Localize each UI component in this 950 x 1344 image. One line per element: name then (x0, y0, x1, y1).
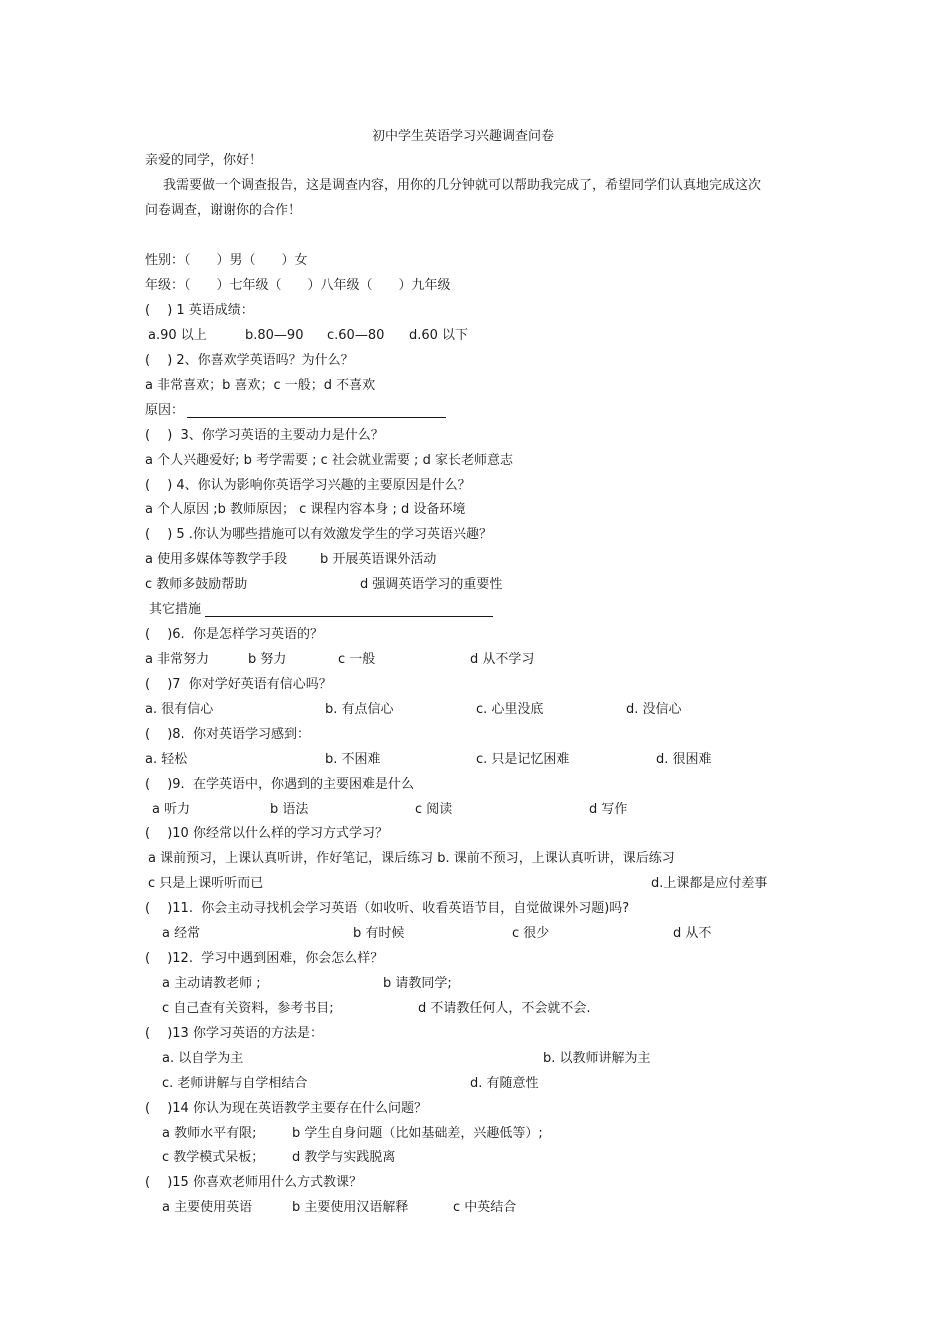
intro-line-2: 问卷调查，谢谢你的合作！ (145, 203, 302, 218)
q13-option-a: a. 以自学为主 (162, 1051, 244, 1066)
grade-field: 年级：（ ）七年级（ ）八年级（ ）九年级 (145, 278, 451, 293)
q2-options: a 非常喜欢；b 喜欢；c 一般；d 不喜欢 (145, 378, 376, 393)
q15-option-a: a 主要使用英语 (162, 1200, 253, 1215)
q7-option-b: b. 有点信心 (325, 702, 394, 717)
q10-option-c: c 只是上课听听而已 (148, 876, 264, 891)
question-15: ( )15 你喜欢老师用什么方式教课？ (145, 1175, 362, 1190)
q7-option-c: c. 心里没底 (476, 702, 544, 717)
page-title: 初中学生英语学习兴趣调查问卷 (372, 129, 555, 144)
q13-option-c: c. 老师讲解与自学相结合 (162, 1076, 308, 1091)
intro-line-1: 我需要做一个调查报告，这是调查内容，用你的几分钟就可以帮助我完成了，希望同学们认真地完成这次 (163, 178, 762, 193)
q11-option-a: a 经常 (162, 926, 201, 941)
q1-option-c: c.60—80 (327, 328, 385, 343)
question-5: ( ) 5 .你认为哪些措施可以有效激发学生的学习英语兴趣？ (145, 527, 492, 542)
question-9: ( )9. 在学英语中，你遇到的主要困难是什么 (145, 777, 414, 792)
q13-option-d: d. 有随意性 (470, 1076, 539, 1091)
q9-option-c: c 阅读 (415, 802, 453, 817)
q5-option-c: c 教师多鼓励帮助 (145, 577, 248, 592)
q14-option-b: b 学生自身问题（比如基础差，兴趣低等）; (292, 1126, 543, 1141)
question-14: ( )14 你认为现在英语教学主要存在什么问题？ (145, 1101, 427, 1116)
greeting: 亲爱的同学，你好！ (145, 153, 263, 168)
q7-option-d: d. 没信心 (626, 702, 682, 717)
gender-field: 性别：（ ）男（ ）女 (145, 253, 308, 268)
q14-option-a: a 教师水平有限; (162, 1126, 257, 1141)
q12-option-b: b 请教同学; (383, 976, 452, 991)
q2-reason-label: 原因： (145, 403, 185, 418)
q10-options-ab: a 课前预习，上课认真听讲，作好笔记，课后练习 b. 课前不预习，上课认真听讲，课后练习 (148, 851, 675, 866)
q12-option-c: c 自己查有关资料，参考书目; (162, 1001, 334, 1016)
q9-option-d: d 写作 (589, 802, 628, 817)
q6-option-b: b 努力 (248, 652, 287, 667)
q14-option-d: d 教学与实践脱离 (292, 1150, 396, 1165)
q5-option-a: a 使用多媒体等教学手段 (145, 552, 288, 567)
q5-other-blank (205, 616, 493, 617)
q5-other-label: 其它措施 (149, 602, 202, 617)
question-10: ( )10 你经常以什么样的学习方式学习？ (145, 826, 388, 841)
q6-option-d: d 从不学习 (470, 652, 535, 667)
question-2: ( ) 2、你喜欢学英语吗？为什么？ (145, 353, 354, 368)
q8-option-b: b. 不困难 (325, 752, 381, 767)
question-13: ( )13 你学习英语的方法是： (145, 1026, 323, 1041)
q1-option-d: d.60 以下 (409, 328, 469, 343)
q11-option-c: c 很少 (512, 926, 550, 941)
q11-option-d: d 从不 (673, 926, 712, 941)
question-3: ( ) 3、你学习英语的主要动力是什么？ (145, 428, 384, 443)
question-11: ( )11. 你会主动寻找机会学习英语（如收听、收看英语节目，自觉做课外习题)吗? (145, 901, 630, 916)
q3-options: a 个人兴趣爱好; b 考学需要 ; c 社会就业需要 ; d 家长老师意志 (145, 453, 513, 468)
q15-option-b: b 主要使用汉语解释 (292, 1200, 409, 1215)
q1-option-a: a.90 以上 (148, 328, 207, 343)
q9-option-a: a 听力 (152, 802, 191, 817)
q7-option-a: a. 很有信心 (145, 702, 214, 717)
question-1: ( ) 1 英语成绩： (145, 303, 254, 318)
q12-option-a: a 主动请教老师 ; (162, 976, 261, 991)
q2-reason-blank (187, 417, 446, 418)
q8-option-d: d. 很困难 (656, 752, 712, 767)
q5-option-b: b 开展英语课外活动 (320, 552, 437, 567)
q13-option-b: b. 以教师讲解为主 (543, 1051, 651, 1066)
q14-option-c: c 教学模式呆板； (162, 1150, 265, 1165)
q12-option-d: d 不请教任何人，不会就不会. (418, 1001, 591, 1016)
q11-option-b: b 有时候 (353, 926, 405, 941)
q6-option-a: a 非常努力 (145, 652, 210, 667)
q8-option-c: c. 只是记忆困难 (476, 752, 570, 767)
q9-option-b: b 语法 (270, 802, 309, 817)
question-7: ( )7 你对学好英语有信心吗？ (145, 677, 332, 692)
q1-option-b: b.80—90 (245, 328, 304, 343)
q5-option-d: d 强调英语学习的重要性 (360, 577, 503, 592)
question-12: ( )12. 学习中遇到困难，你会怎么样？ (145, 951, 384, 966)
q4-options: a 个人原因 ;b 教师原因； c 课程内容本身 ; d 设备环境 (145, 502, 466, 517)
q15-option-c: c 中英结合 (453, 1200, 517, 1215)
question-6: ( )6. 你是怎样学习英语的？ (145, 627, 323, 642)
question-4: ( ) 4、你认为影响你英语学习兴趣的主要原因是什么？ (145, 478, 471, 493)
q8-option-a: a. 轻松 (145, 752, 188, 767)
q10-option-d: d.上课都是应付差事 (651, 876, 768, 891)
question-8: ( )8. 你对英语学习感到： (145, 727, 310, 742)
q6-option-c: c 一般 (338, 652, 376, 667)
